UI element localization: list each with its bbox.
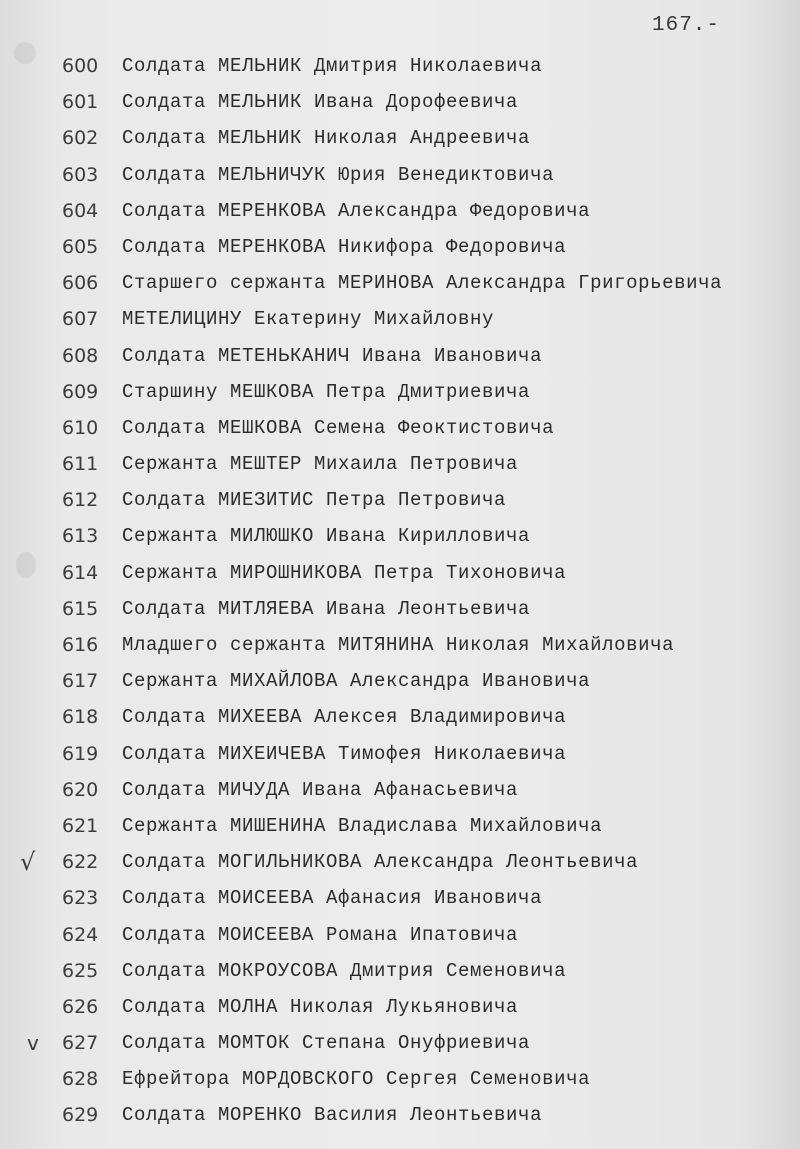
list-item (0, 627, 800, 663)
entry-number: 613 (62, 525, 99, 548)
list-item (0, 338, 800, 374)
entry-text: Солдата МЕТЕНЬКАНИЧ Ивана Ивановича (122, 344, 543, 367)
entry-number: 604 (62, 199, 99, 222)
list-item (0, 301, 800, 337)
entry-text: Старшего сержанта МЕРИНОВА Александра Григорьевича (122, 272, 723, 295)
entry-number: 601 (62, 91, 99, 114)
list-item (0, 772, 800, 808)
entry-number: 608 (62, 344, 99, 367)
entry-text: Солдата МЕЛЬНИК Ивана Дорофеевича (122, 91, 519, 114)
entry-number: 609 (62, 380, 99, 403)
entry-text: Солдата МОИСЕЕВА Романа Ипатовича (122, 923, 519, 946)
list-item (0, 953, 800, 989)
entry-text: Солдата МИХЕИЧЕВА Тимофея Николаевича (122, 742, 567, 765)
entry-number: 600 (62, 55, 99, 77)
entry-number: 614 (62, 561, 99, 584)
entry-text: Сержанта МИЛЮШКО Ивана Кирилловича (122, 525, 531, 548)
list-item (0, 699, 800, 735)
entry-text: Младшего сержанта МИТЯНИНА Николая Михайловича (122, 634, 675, 656)
entry-number: 606 (62, 272, 99, 295)
list-item (0, 917, 800, 953)
list-item (0, 591, 800, 627)
entry-text: Солдата МЕЛЬНИК Николая Андреевича (122, 127, 531, 150)
entry-number: 611 (62, 453, 99, 476)
list-item (0, 663, 800, 699)
entry-number: 616 (62, 634, 99, 656)
entry-text: Сержанта МИРОШНИКОВА Петра Тихоновича (122, 561, 567, 584)
list-item (0, 120, 800, 156)
list-item (0, 1025, 800, 1061)
list-item (0, 446, 800, 482)
list-item (0, 265, 800, 301)
entry-number: 623 (62, 887, 99, 910)
list-item (0, 1061, 800, 1097)
list-item (0, 84, 800, 120)
entry-text: Солдата МОЛНА Николая Лукьяновича (122, 995, 519, 1018)
list-item (0, 410, 800, 446)
entry-number: 621 (62, 814, 99, 837)
entry-number: 612 (62, 489, 99, 512)
entry-text: Солдата МЕЛЬНИЧУК Юрия Венедиктовича (122, 163, 555, 186)
entry-text: Сержанта МЕШТЕР Михаила Петровича (122, 453, 519, 476)
list-item (0, 555, 800, 591)
entry-number: 624 (62, 923, 99, 946)
list-item (0, 518, 800, 554)
entry-text: Солдата МЕЛЬНИК Дмитрия Николаевича (122, 55, 543, 77)
entry-number: 615 (62, 597, 99, 620)
list-item (0, 844, 800, 880)
entry-number: 607 (62, 308, 99, 331)
entry-text: МЕТЕЛИЦИНУ Екатерину Михайловну (122, 308, 495, 331)
entry-text: Сержанта МИШЕНИНА Владислава Михайловича (122, 814, 603, 837)
entry-number: 620 (62, 778, 99, 801)
entry-list (0, 48, 800, 1134)
entry-number: 605 (62, 235, 99, 258)
entry-number: 619 (62, 742, 99, 765)
entry-number: 603 (62, 163, 99, 186)
entry-text: Солдата МЕШКОВА Семена Феоктистовича (122, 416, 555, 439)
list-item (0, 157, 800, 193)
page-number: 167.- (652, 14, 721, 37)
entry-text: Солдата МОКРОУСОВА Дмитрия Семеновича (122, 959, 567, 982)
list-item (0, 482, 800, 518)
entry-text: Сержанта МИХАЙЛОВА Александра Ивановича (122, 670, 591, 693)
entry-text: Солдата МОМТОК Степана Онуфриевича (122, 1032, 531, 1055)
entry-number: 627 (62, 1032, 99, 1055)
list-item (0, 1097, 800, 1133)
entry-text: Ефрейтора МОРДОВСКОГО Сергея Семеновича (122, 1068, 591, 1091)
entry-text: Солдата МЕРЕНКОВА Никифора Федоровича (122, 235, 567, 258)
list-item (0, 736, 800, 772)
entry-text: Солдата МОИСЕЕВА Афанасия Ивановича (122, 887, 543, 910)
check-mark-icon: √ (20, 848, 36, 877)
list-item (0, 229, 800, 265)
entry-number: 602 (62, 127, 99, 150)
entry-number: 629 (62, 1104, 99, 1127)
check-mark-icon: v (27, 1031, 39, 1056)
entry-text: Старшину МЕШКОВА Петра Дмитриевича (122, 380, 531, 403)
list-item (0, 880, 800, 916)
list-item (0, 808, 800, 844)
list-item (0, 48, 800, 84)
entry-text: Солдата МОРЕНКО Василия Леонтьевича (122, 1104, 543, 1127)
entry-text: Солдата МЕРЕНКОВА Александра Федоровича (122, 199, 591, 222)
entry-text: Солдата МИХЕЕВА Алексея Владимировича (122, 706, 567, 729)
entry-number: 626 (62, 995, 99, 1018)
entry-number: 622 (62, 851, 99, 874)
entry-text: Солдата МИТЛЯЕВА Ивана Леонтьевича (122, 597, 531, 620)
entry-text: Солдата МОГИЛЬНИКОВА Александра Леонтьевича (122, 851, 639, 874)
entry-text: Солдата МИЕЗИТИС Петра Петровича (122, 489, 507, 512)
list-item (0, 989, 800, 1025)
list-item (0, 193, 800, 229)
entry-number: 625 (62, 959, 99, 982)
entry-number: 617 (62, 670, 99, 693)
entry-number: 610 (62, 416, 99, 439)
entry-text: Солдата МИЧУДА Ивана Афанасьевича (122, 778, 519, 801)
list-item (0, 374, 800, 410)
entry-number: 628 (62, 1068, 99, 1091)
entry-number: 618 (62, 706, 99, 729)
